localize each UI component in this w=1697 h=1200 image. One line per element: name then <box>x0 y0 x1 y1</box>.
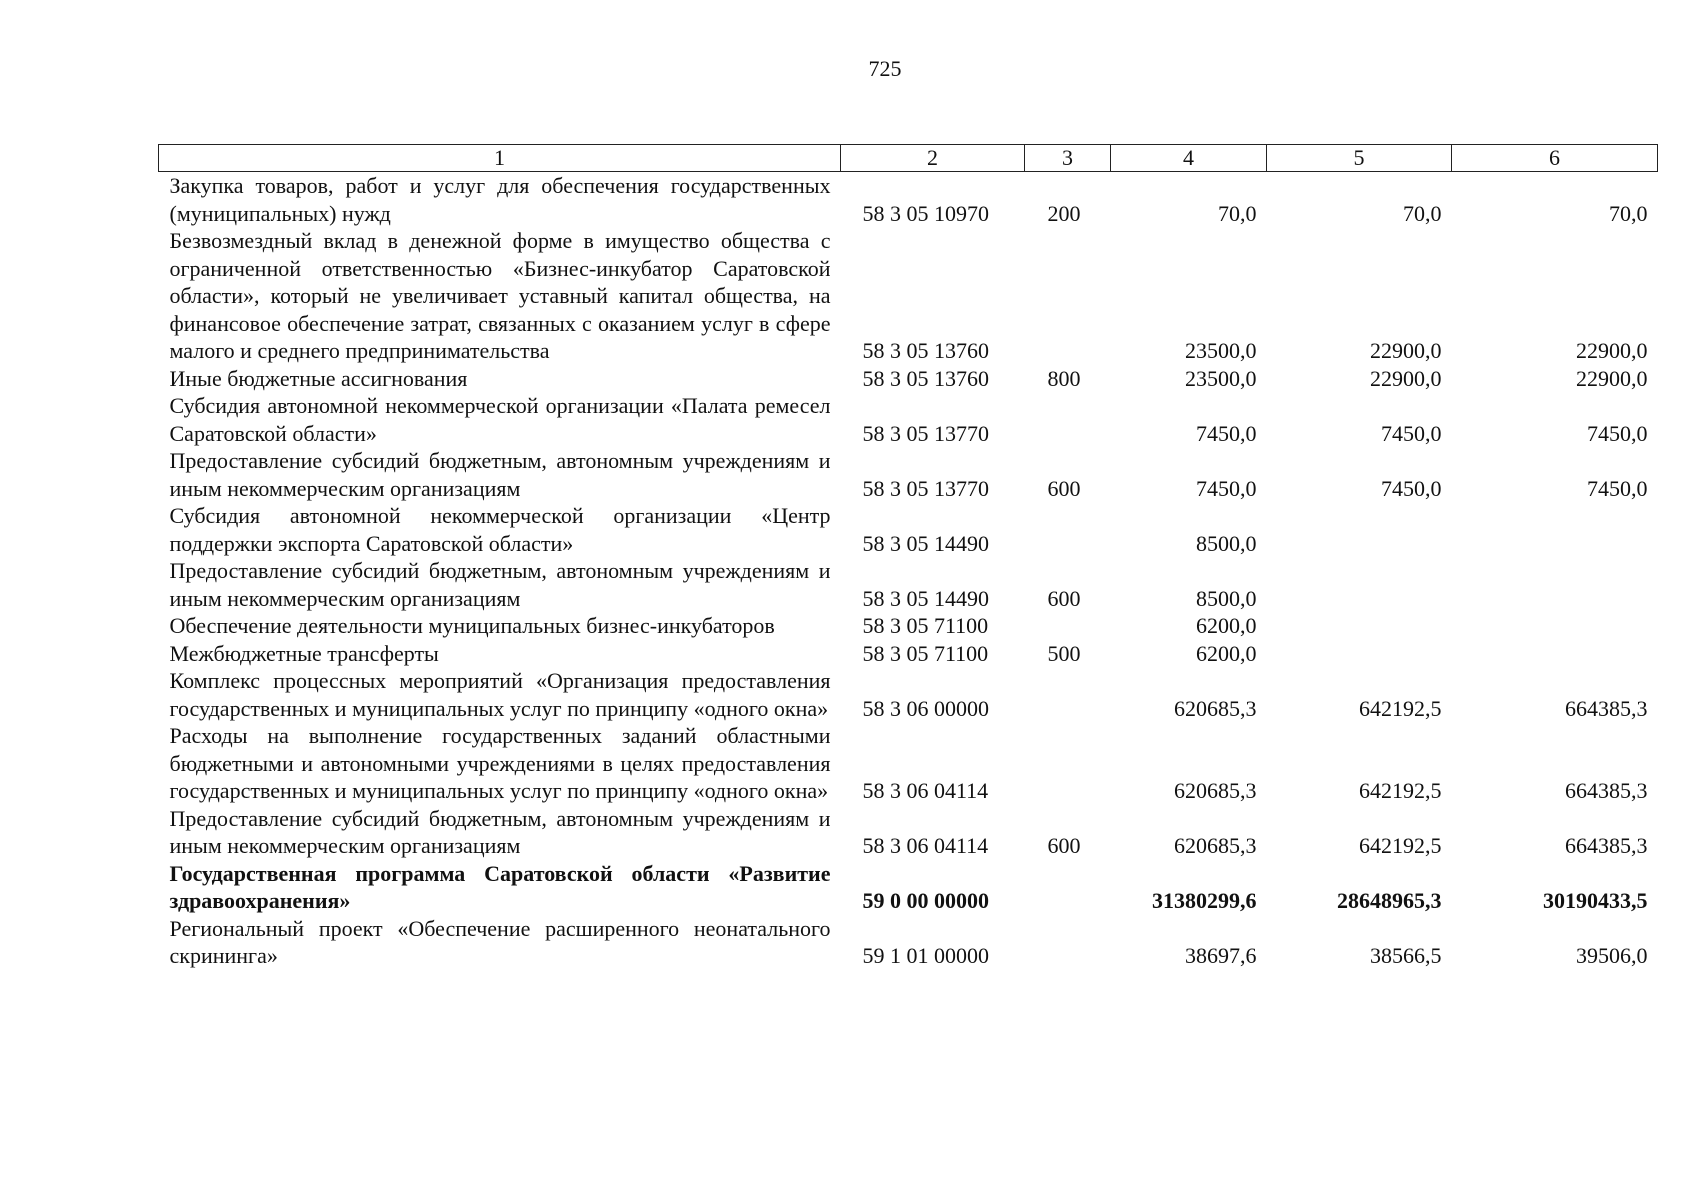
row-value-6 <box>1452 502 1658 557</box>
row-name: Безвозмездный вклад в денежной форме в имущество общества с ограниченной ответственностью «Бизнес-инкубатор Саратовской области», который не увеличивает уставный капитал общества, на финансовое обеспечение затрат, связанных с оказанием услуг в сфере малого и среднего предпринимательства <box>169 228 831 363</box>
row-name: Предоставление субсидий бюджетным, автономным учреждениям и иным некоммерческим организациям <box>169 558 831 611</box>
table-row <box>159 447 1658 502</box>
row-code: 58 3 05 71100 <box>862 640 989 666</box>
row-type <box>1025 667 1111 722</box>
table-row <box>159 365 1658 393</box>
row-name: Закупка товаров, работ и услуг для обеспечения государственных (муниципальных) нужд <box>169 173 831 226</box>
row-code: 58 3 05 71100 <box>862 613 989 638</box>
table-row <box>159 640 1658 668</box>
row-value-4: 70,0 <box>1218 200 1257 226</box>
row-value-6 <box>1452 612 1658 640</box>
row-value-5: 28648965,3 <box>1337 888 1442 913</box>
row-value-4: 7450,0 <box>1196 420 1257 446</box>
row-type <box>1025 612 1111 640</box>
row-value-6 <box>1452 557 1658 612</box>
row-value-6: 664385,3 <box>1565 695 1648 721</box>
row-type <box>1025 227 1111 365</box>
row-name: Комплекс процессных мероприятий «Организация предоставления государственных и муниципальных услуг по принципу «одного окна» <box>169 668 831 721</box>
header-col-4: 4 <box>1111 145 1267 172</box>
row-value-5: 22900,0 <box>1370 365 1442 391</box>
row-name: Субсидия автономной некоммерческой организации «Палата ремесел Саратовской области» <box>169 393 831 446</box>
row-value-5: 38566,5 <box>1370 943 1442 968</box>
table-row <box>159 392 1658 447</box>
row-value-4: 31380299,6 <box>1152 888 1257 913</box>
row-value-4: 8500,0 <box>1196 585 1257 611</box>
row-type: 600 <box>1047 475 1081 501</box>
row-value-5: 642192,5 <box>1359 778 1442 803</box>
row-value-4: 6200,0 <box>1196 613 1257 638</box>
row-type: 500 <box>1047 640 1081 666</box>
table-row <box>159 860 1658 915</box>
row-value-6: 22900,0 <box>1576 365 1648 391</box>
row-name: Предоставление субсидий бюджетным, автономным учреждениям и иным некоммерческим организациям <box>169 805 831 858</box>
row-code: 58 3 05 13770 <box>862 420 989 446</box>
row-value-4: 7450,0 <box>1196 475 1257 501</box>
row-value-5 <box>1267 640 1452 668</box>
row-name: Обеспечение деятельности муниципальных бизнес-инкубаторов <box>169 613 775 638</box>
table-row <box>159 805 1658 860</box>
row-value-6: 664385,3 <box>1565 833 1648 858</box>
row-type <box>1025 860 1111 915</box>
row-name: Предоставление субсидий бюджетным, автономным учреждениям и иным некоммерческим организациям <box>169 448 831 501</box>
row-name: Государственная программа Саратовской области «Развитие здравоохранения» <box>169 860 831 913</box>
table-row <box>159 722 1658 805</box>
row-value-4: 6200,0 <box>1196 640 1257 666</box>
row-type: 600 <box>1047 585 1081 611</box>
table-row <box>159 227 1658 365</box>
row-name: Субсидия автономной некоммерческой организации «Центр поддержки экспорта Саратовской области» <box>169 503 831 556</box>
row-value-5 <box>1267 557 1452 612</box>
row-value-6 <box>1452 640 1658 668</box>
row-value-4: 620685,3 <box>1174 833 1257 858</box>
row-value-4: 23500,0 <box>1185 365 1257 391</box>
row-code: 58 3 05 10970 <box>862 200 989 226</box>
row-code: 58 3 05 13760 <box>862 338 989 363</box>
row-code: 58 3 05 13770 <box>862 475 989 501</box>
row-value-6: 30190433,5 <box>1543 888 1648 913</box>
row-code: 58 3 05 14490 <box>862 585 989 611</box>
row-value-5: 7450,0 <box>1381 420 1442 446</box>
row-name: Региональный проект «Обеспечение расширенного неонатального скрининга» <box>169 915 831 968</box>
row-value-5 <box>1267 612 1452 640</box>
row-value-5: 642192,5 <box>1359 695 1442 721</box>
table-row <box>159 667 1658 722</box>
row-value-6: 22900,0 <box>1576 338 1648 363</box>
row-type: 200 <box>1047 200 1081 226</box>
row-code: 58 3 06 00000 <box>862 695 989 721</box>
table-row <box>159 172 1658 228</box>
table-header <box>159 145 1658 172</box>
row-value-6: 70,0 <box>1609 200 1648 226</box>
row-type <box>1025 502 1111 557</box>
row-value-5: 7450,0 <box>1381 475 1442 501</box>
row-value-4: 620685,3 <box>1174 778 1257 803</box>
row-code: 58 3 05 14490 <box>862 530 989 556</box>
row-code: 59 1 01 00000 <box>862 943 989 968</box>
row-name: Расходы на выполнение государственных заданий областными бюджетными и автономными учреждениями в целях предоставления государственных и муниципальных услуг по принципу «одного окна» <box>169 723 831 803</box>
row-type <box>1025 392 1111 447</box>
header-col-3: 3 <box>1025 145 1111 172</box>
row-value-5: 70,0 <box>1403 200 1442 226</box>
header-col-2: 2 <box>841 145 1025 172</box>
row-type: 800 <box>1047 365 1081 391</box>
budget-table <box>158 144 1658 970</box>
row-value-4: 620685,3 <box>1174 695 1257 721</box>
row-type: 600 <box>1047 833 1081 858</box>
row-code: 58 3 05 13760 <box>862 365 989 391</box>
row-code: 58 3 06 04114 <box>862 833 989 858</box>
row-type <box>1025 722 1111 805</box>
row-value-4: 8500,0 <box>1196 530 1257 556</box>
header-col-5: 5 <box>1267 145 1452 172</box>
header-col-6: 6 <box>1452 145 1658 172</box>
header-col-1: 1 <box>159 145 841 172</box>
row-type <box>1025 915 1111 970</box>
row-name: Межбюджетные трансферты <box>169 640 439 666</box>
table-row <box>159 915 1658 970</box>
row-value-5 <box>1267 502 1452 557</box>
row-name: Иные бюджетные ассигнования <box>169 365 468 391</box>
row-value-5: 642192,5 <box>1359 833 1442 858</box>
row-code: 58 3 06 04114 <box>862 778 989 803</box>
row-value-6: 664385,3 <box>1565 778 1648 803</box>
table-row <box>159 502 1658 557</box>
row-value-4: 23500,0 <box>1185 338 1257 363</box>
row-value-6: 7450,0 <box>1587 420 1648 446</box>
row-value-4: 38697,6 <box>1185 943 1257 968</box>
row-value-5: 22900,0 <box>1370 338 1442 363</box>
row-code: 59 0 00 00000 <box>862 888 989 913</box>
page-number: 725 <box>868 56 902 81</box>
table-row <box>159 557 1658 612</box>
row-value-6: 7450,0 <box>1587 475 1648 501</box>
table-row <box>159 612 1658 640</box>
row-value-6: 39506,0 <box>1576 943 1648 968</box>
header-row <box>159 145 1658 172</box>
table-body <box>159 172 1658 970</box>
